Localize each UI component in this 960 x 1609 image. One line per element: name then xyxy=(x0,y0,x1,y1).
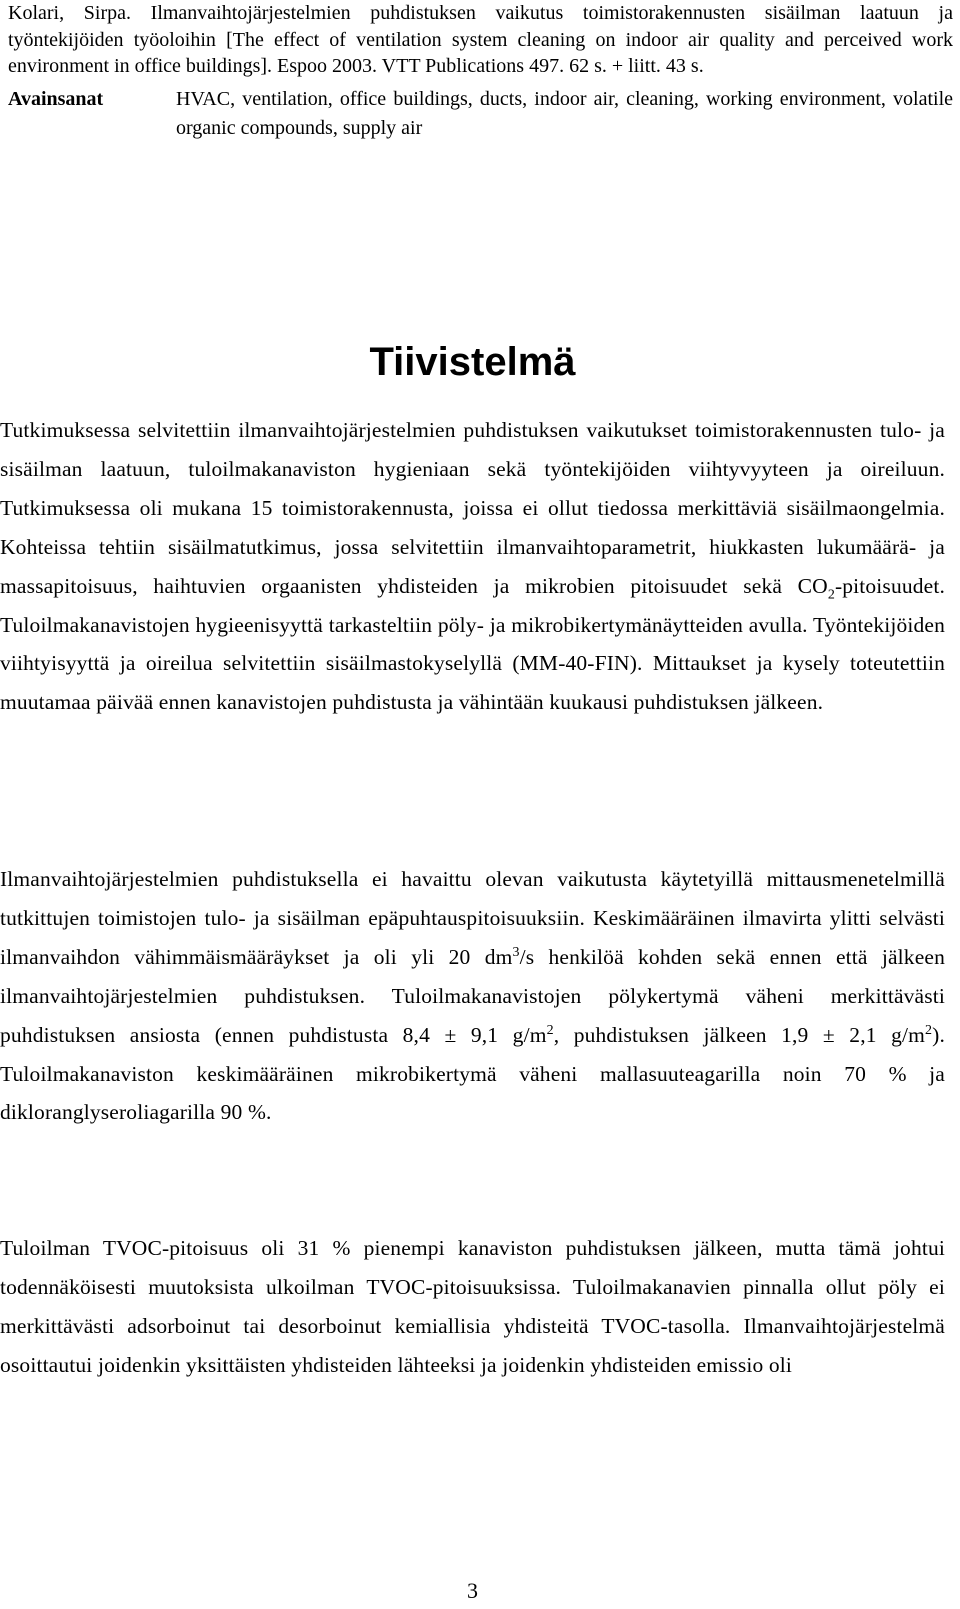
paragraph-2-text-c: , puhdistuksen jälkeen 1,9 ± 2,1 g/m xyxy=(553,1022,926,1047)
dm3-superscript: 3 xyxy=(512,944,520,960)
m2-superscript-2: 2 xyxy=(925,1022,933,1038)
document-page xyxy=(8,0,953,143)
paragraph-2-text-a: Ilmanvaihtojärjestelmien puhdistuksella ei havaittu olevan vaikutusta käytetyillä mittausmenetelmillä tutkittujen toimistojen tulo- ja sisäilman epäpuhtauspitoisuuksiin. Keskimääräinen ilmavirta ylitti selvästi ilmanvaihdon vähimmäismääräykset ja oli yli 20 dm xyxy=(0,867,945,969)
abstract-paragraph-1 xyxy=(0,411,945,722)
paragraph-2-text-d: ). Tuloilmakanaviston keskimääräinen mikrobikertymä väheni mallasuuteagarilla noin 70 % ja dikloranglyseroliagarilla 90 %. xyxy=(0,1022,945,1125)
keywords-label: Avainsanat xyxy=(8,87,104,110)
keywords-row xyxy=(8,85,953,143)
paragraph-1-text-a: Tutkimuksessa selvitettiin ilmanvaihtojärjestelmien puhdistuksen vaikutukset toimistorakennusten tulo- ja sisäilman laatuun, tuloilmakanaviston hygieniaan sekä työntekijöiden viihtyvyyteen ja oireiluun. Tutkimuksessa oli mukana 15 toimistorakennusta, joissa ei ollut tiedossa merkittäviä sisäilmaongelmia. Kohteissa tehtiin sisäilmatutkimus, jossa selvitettiin ilmanvaihtoparametrit, hiukkasten lukumäärä- ja massapitoisuus, haihtuvien orgaanisten yhdisteiden ja mikrobien pitoisuudet sekä CO xyxy=(0,418,945,598)
abstract-paragraph-2 xyxy=(0,860,945,1132)
abstract-paragraph-3: Tuloilman TVOC-pitoisuus oli 31 % pienempi kanaviston puhdistuksen jälkeen, mutta tämä johtui todennäköisesti muutoksista ulkoilman TVOC-pitoisuuksissa. Tuloilmakanavien pinnalla ollut pöly ei merkittävästi adsorboinut tai desorboinut kemiallisia yhdisteitä TVOC-tasolla. Ilmanvaihtojärjestelmä osoittautui joidenkin yksittäisten yhdisteiden lähteeksi ja joidenkin yhdisteiden emissio oli xyxy=(0,1236,945,1377)
abstract-heading: Tiivistelmä xyxy=(369,340,576,384)
keywords-text: HVAC, ventilation, office buildings, ducts, indoor air, cleaning, working environment, volatile organic compounds, supply air xyxy=(176,87,953,139)
m2-superscript-1: 2 xyxy=(546,1022,554,1038)
bibliographic-reference: Kolari, Sirpa. Ilmanvaihtojärjestelmien puhdistuksen vaikutus toimistorakennusten sisäilman laatuun ja työntekijöiden työoloihin [The effect of ventilation system cleaning on indoor air quality and perceived work environment in office buildings]. Espoo 2003. VTT Publications 497. 62 s. + liitt. 43 s. xyxy=(8,2,953,77)
paragraph-1-text-b: -pitoisuudet. Tuloilmakanavistojen hygieenisyyttä tarkasteltiin pöly- ja mikrobikertymänäytteiden avulla. Työntekijöiden viihtyisyyttä ja oireilua selvitettiin sisäilmastokyselyllä (MM-40-FIN). Mittaukset ja kysely toteutettiin muutamaa päivää ennen kanavistojen puhdistusta ja vähintään kuukausi puhdistuksen jälkeen. xyxy=(0,573,945,715)
co2-subscript: 2 xyxy=(827,586,835,602)
page-number: 3 xyxy=(467,1578,478,1603)
paragraph-2-text-b: /s henkilöä kohden sekä ennen että jälkeen ilmanvaihtojärjestelmien puhdistuksen. Tuloilmakanavistojen pölykertymä väheni merkittävästi puhdistuksen ansiosta (ennen puhdistusta 8,4 ± 9,1 g/m xyxy=(0,944,945,1047)
